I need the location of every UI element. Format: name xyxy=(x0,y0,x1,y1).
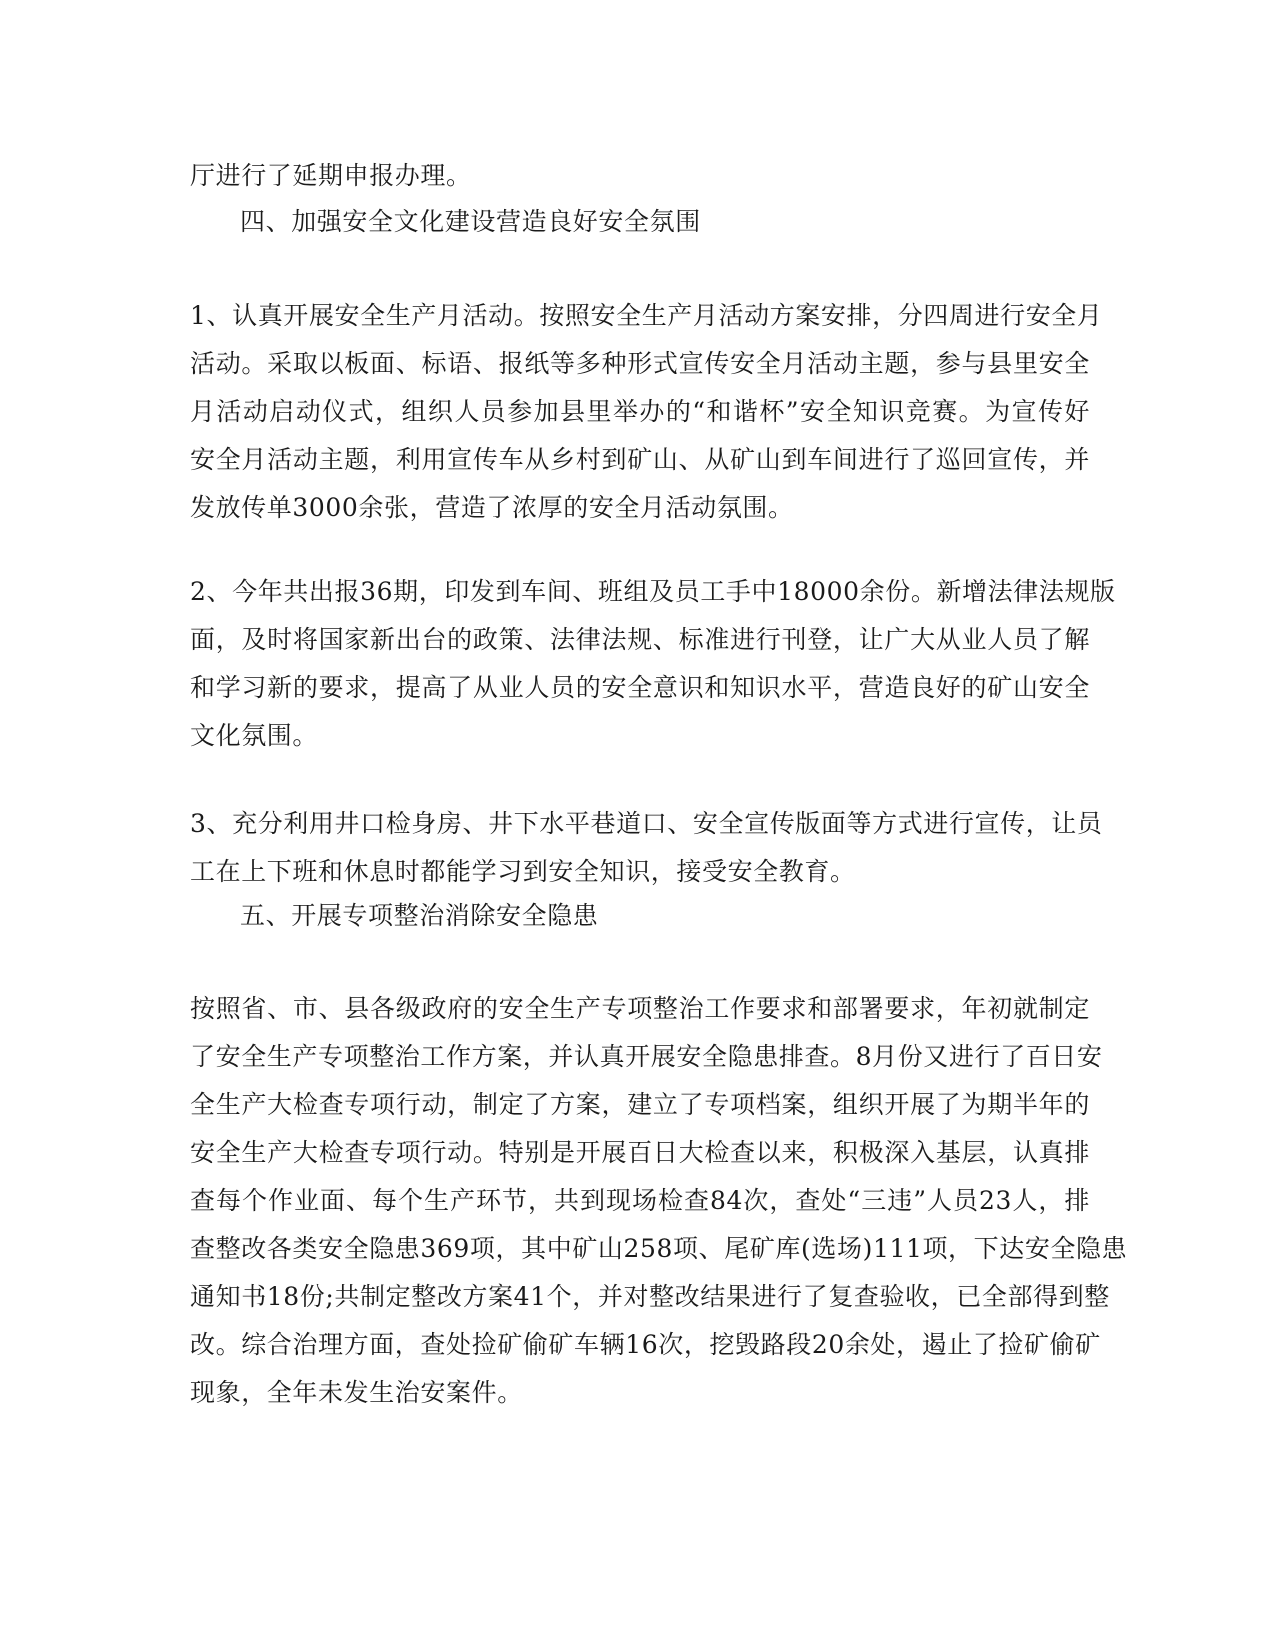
paragraph-line: 现象，全年未发生治安案件。 xyxy=(190,1378,523,1407)
paragraph-line: 1、认真开展安全生产月活动。按照安全生产月活动方案安排，分四周进行安全月 xyxy=(190,301,1103,330)
paragraph-line: 安全月活动主题，利用宣传车从乡村到矿山、从矿山到车间进行了巡回宣传，并 xyxy=(190,445,1090,474)
paragraph-line: 文化氛围。 xyxy=(190,721,319,750)
paragraph-publicity xyxy=(190,800,1103,896)
paragraph-line: 安全生产大检查专项行动。特别是开展百日大检查以来，积极深入基层，认真排 xyxy=(190,1138,1090,1167)
paragraph-line: 按照省、市、县各级政府的安全生产专项整治工作要求和部署要求，年初就制定 xyxy=(190,994,1090,1023)
paragraph-line: 月活动启动仪式，组织人员参加县里举办的“和谐杯”安全知识竞赛。为宣传好 xyxy=(190,397,1090,426)
paragraph-line: 查每个作业面、每个生产环节，共到现场检查84次，查处“三违”人员23人，排 xyxy=(190,1186,1090,1215)
paragraph-line: 发放传单3000余张，营造了浓厚的安全月活动氛围。 xyxy=(190,493,794,522)
section-heading-4: 四、加强安全文化建设营造良好安全氛围 xyxy=(240,207,701,236)
paragraph-line: 厅进行了延期申报办理。 xyxy=(190,161,472,190)
paragraph-line: 2、今年共出报36期，印发到车间、班组及员工手中18000余份。新增法律法规版 xyxy=(190,577,1116,606)
paragraph-safety-month xyxy=(190,292,1103,532)
paragraph-line: 改。综合治理方面，查处捡矿偷矿车辆16次，挖毁路段20余处，遏止了捡矿偷矿 xyxy=(190,1330,1101,1359)
paragraph-line: 查整改各类安全隐患369项，其中矿山258项、尾矿库(选场)111项，下达安全隐患 xyxy=(190,1234,1128,1263)
paragraph-line: 工在上下班和休息时都能学习到安全知识，接受安全教育。 xyxy=(190,857,856,886)
paragraph-line: 了安全生产专项整治工作方案，并认真开展安全隐患排查。8月份又进行了百日安 xyxy=(190,1042,1103,1071)
paragraph-newspaper xyxy=(190,568,1116,760)
paragraph-line: 全生产大检查专项行动，制定了方案，建立了专项档案，组织开展了为期半年的 xyxy=(190,1090,1090,1119)
paragraph-line: 3、充分利用井口检身房、井下水平巷道口、安全宣传版面等方式进行宣传，让员 xyxy=(190,809,1103,838)
paragraph-line: 面，及时将国家新出台的政策、法律法规、标准进行刊登，让广大从业人员了解 xyxy=(190,625,1090,654)
paragraph-line: 通知书18份;共制定整改方案41个，并对整改结果进行了复查验收，已全部得到整 xyxy=(190,1282,1110,1311)
section-heading-5: 五、开展专项整治消除安全隐患 xyxy=(240,901,599,930)
paragraph-line: 和学习新的要求，提高了从业人员的安全意识和知识水平，营造良好的矿山安全 xyxy=(190,673,1090,702)
paragraph-special-rectification xyxy=(190,985,1128,1417)
paragraph-line: 活动。采取以板面、标语、报纸等多种形式宣传安全月活动主题，参与县里安全 xyxy=(190,349,1090,378)
continuation-paragraph xyxy=(190,152,1090,200)
